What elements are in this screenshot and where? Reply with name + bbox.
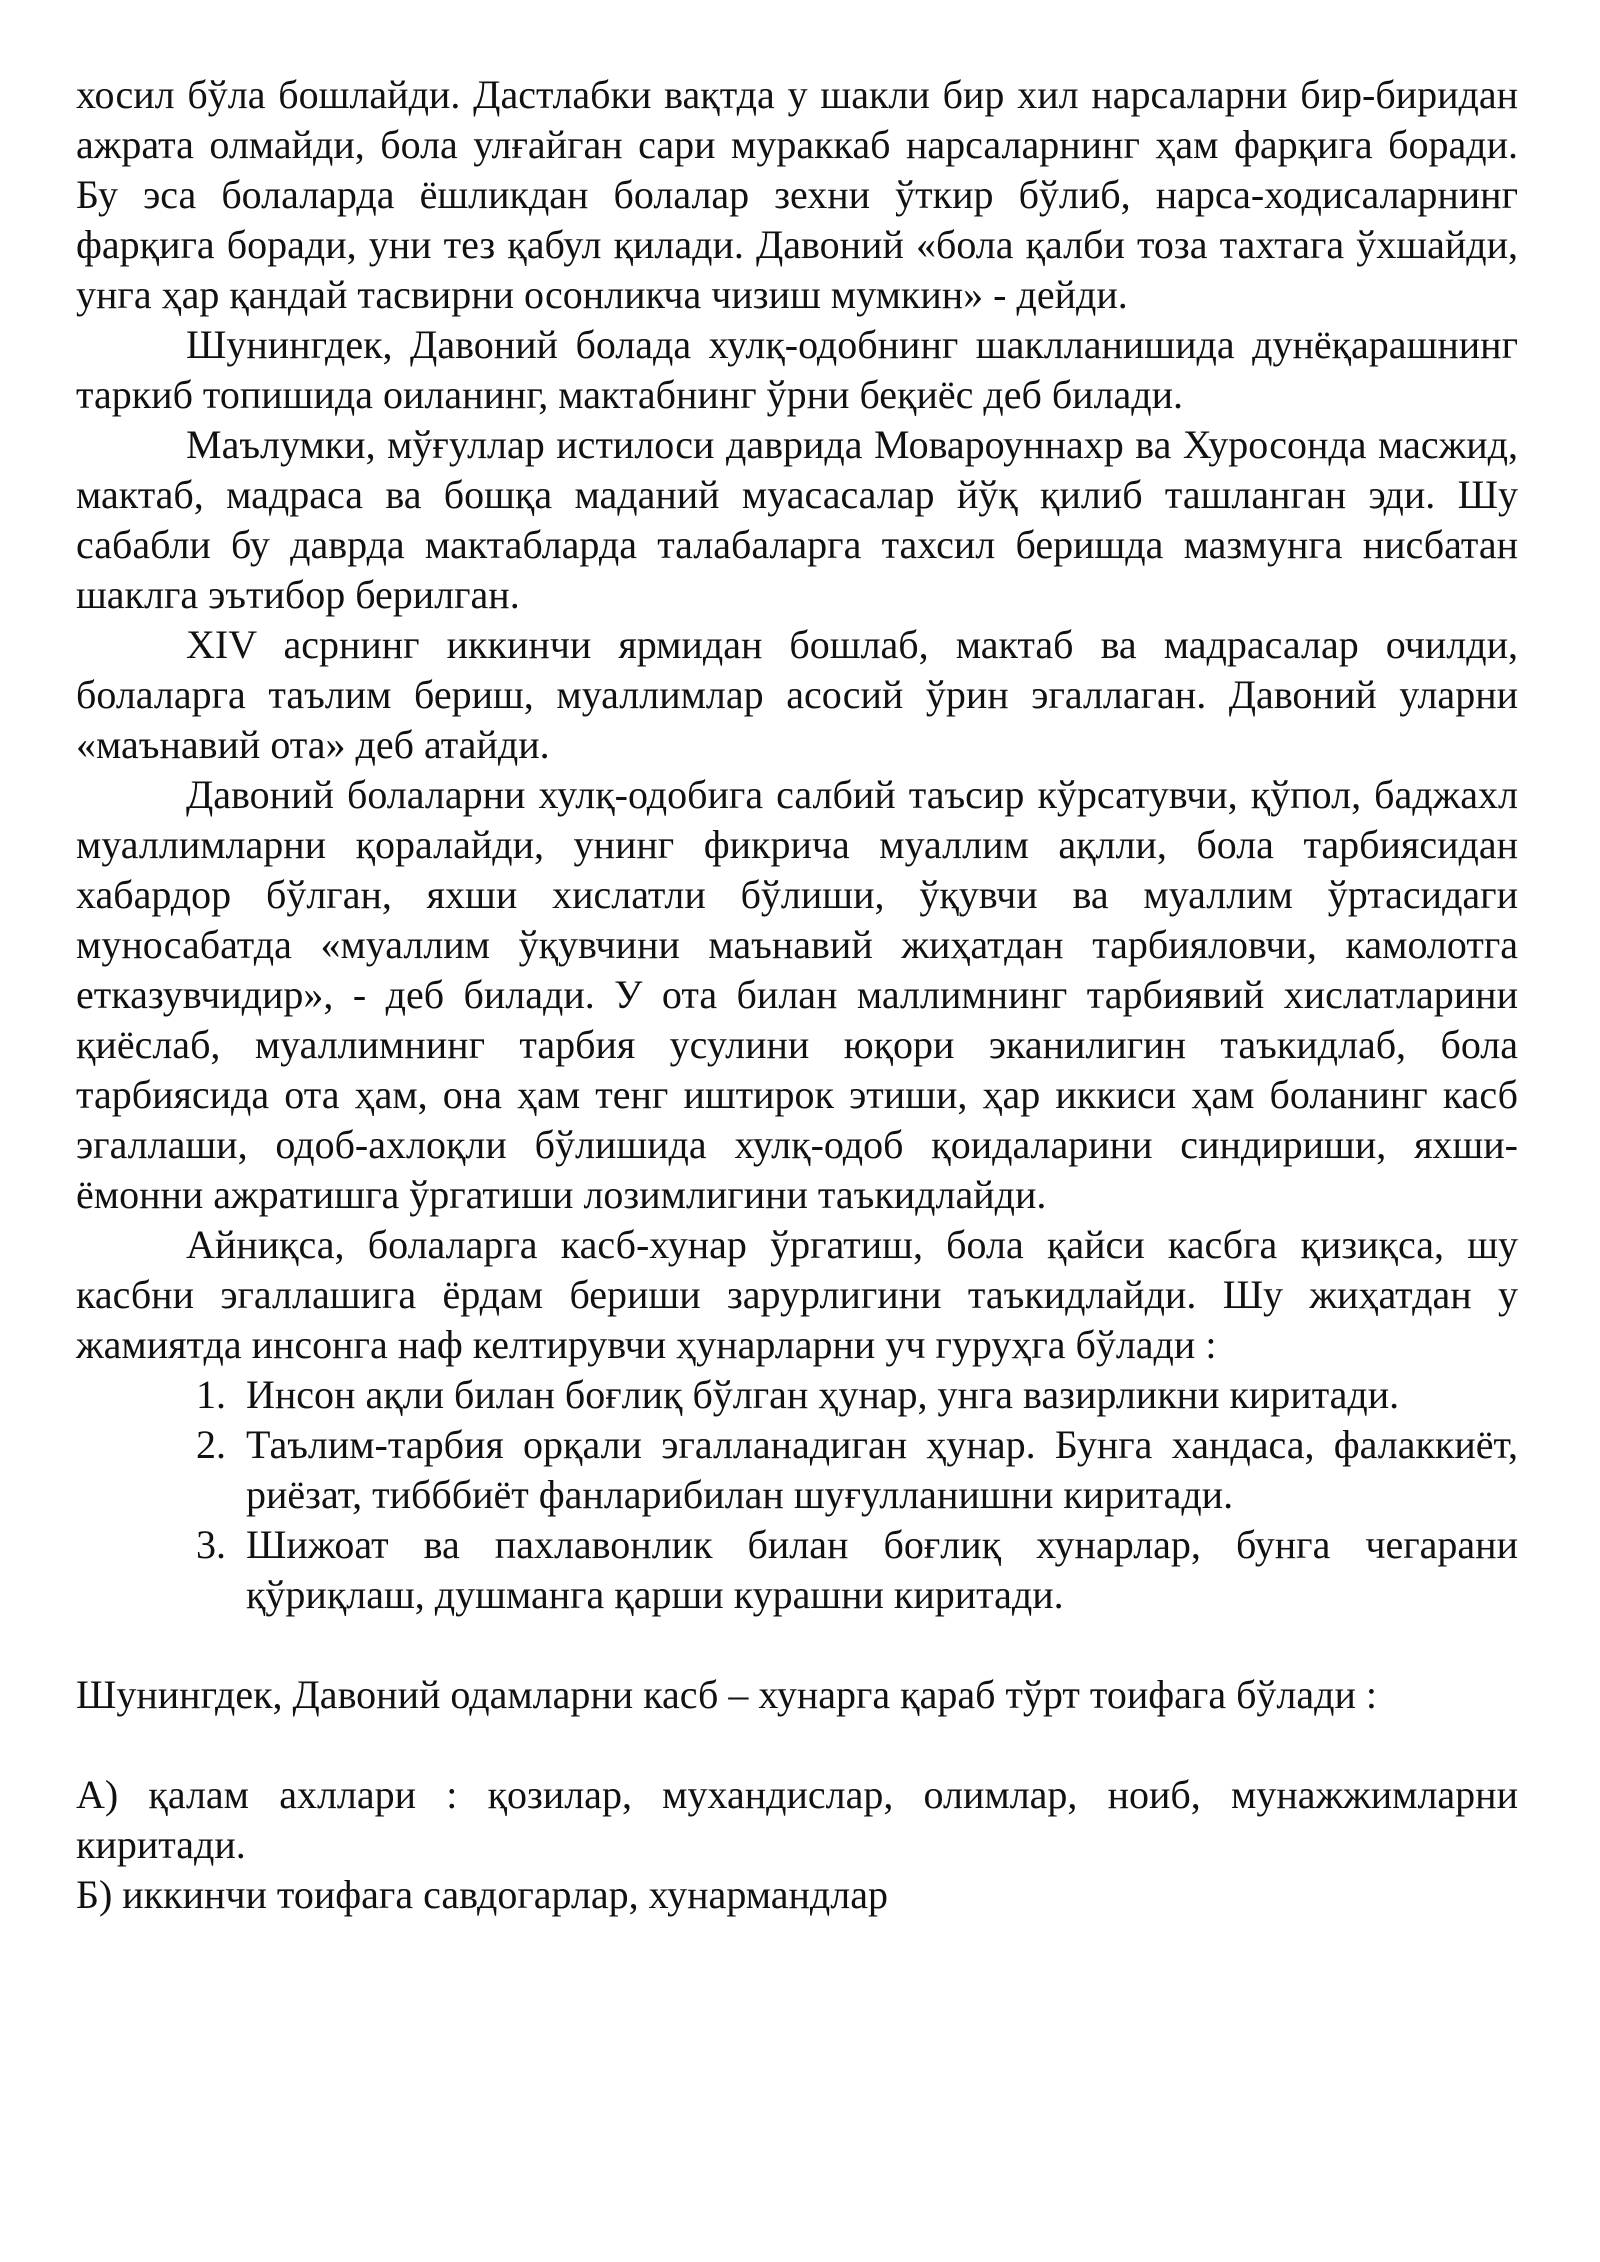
- list-number: 2.: [196, 1422, 226, 1467]
- paragraph: Шунингдек, Давоний болада хулқ-одобнинг шаклланишида дунёқарашнинг таркиб топишида оиланинг, мактабнинг ўрни беқиёс деб билади.: [76, 322, 1518, 417]
- paragraph: Маълумки, мўғуллар истилоси даврида Мовароуннахр ва Хуросонда масжид, мактаб, мадраса ва бошқа маданий муасасалар йўқ қилиб ташланган эди. Шу сабабли бу даврда мактабларда талабаларга тахсил беришда мазмунга нисбатан шаклга эътибор берилган.: [76, 422, 1518, 617]
- document-page: [76, 70, 1518, 1920]
- paragraph: хосил бўла бошлайди. Дастлабки вақтда у шакли бир хил нарсаларни бир-биридан ажрата олмайди, бола улғайган сари мураккаб нарсаларнинг ҳам фарқига боради. Бу эса болаларда ёшликдан болалар зехни ўткир бўлиб, нарса-ходисаларнинг фарқига боради, уни тез қабул қилади. Давоний «бола қалби тоза тахтага ўхшайди, унга ҳар қандай тасвирни осонликча чизиш мумкин» - дейди.: [76, 72, 1518, 317]
- paragraph: Айниқса, болаларга касб-хунар ўргатиш, бола қайси касбга қизиқса, шу касбни эгаллашига ёрдам бериши зарурлигини таъкидлайди. Шу жиҳатдан у жамиятда инсонга наф келтирувчи ҳунарларни уч гуруҳга бўлади :: [76, 1222, 1518, 1367]
- list-item-text: Инсон ақли билан боғлиқ бўлган ҳунар, унга вазирликни киритади.: [246, 1372, 1400, 1417]
- list-item: [196, 1420, 1518, 1520]
- blank-line: [76, 1720, 1518, 1770]
- blank-line: [76, 1620, 1518, 1670]
- list-item-text: Шижоат ва пахлавонлик билан боғлиқ хунарлар, бунга чегарани қўриқлаш, душманга қарши курашни киритади.: [246, 1522, 1518, 1617]
- closing-paragraph: Б) иккинчи тоифага савдогарлар, хунармандлар: [76, 1872, 888, 1917]
- numbered-list: [76, 1370, 1518, 1620]
- list-number: 1.: [196, 1372, 226, 1417]
- list-number: 3.: [196, 1522, 226, 1567]
- closing-paragraph: А) қалам ахллари : қозилар, мухандислар, олимлар, ноиб, мунажжимларни киритади.: [76, 1772, 1518, 1867]
- paragraph: Давоний болаларни хулқ-одобига салбий таъсир кўрсатувчи, қўпол, баджахл муаллимларни қоралайди, унинг фикрича муаллим ақлли, бола тарбиясидан хабардор бўлган, яхши хислатли бўлиши, ўқувчи ва муаллим ўртасидаги муносабатда «муаллим ўқувчини маънавий жиҳатдан тарбияловчи, камолотга етказувчидир», - деб билади. У ота билан маллимнинг тарбиявий хислатларини қиёслаб, муаллимнинг тарбия усулини юқори эканилигин таъкидлаб, бола тарбиясида ота ҳам, она ҳам тенг иштирок этиши, ҳар иккиси ҳам боланинг касб эгаллаши, одоб-ахлоқли бўлишида хулқ-одоб қоидаларини синдириши, яхши-ёмонни ажратишга ўргатиши лозимлигини таъкидлайди.: [76, 772, 1518, 1217]
- list-item-text: Таълим-тарбия орқали эгалланадиган ҳунар. Бунга хандаса, фалаккиёт, риёзат, тибббиёт фанларибилан шуғулланишни киритади.: [246, 1422, 1518, 1517]
- list-item: [196, 1370, 1518, 1420]
- list-item: [196, 1520, 1518, 1620]
- paragraph: XIV асрнинг иккинчи ярмидан бошлаб, мактаб ва мадрасалар очилди, болаларга таълим бериш, муаллимлар асосий ўрин эгаллаган. Давоний уларни «маънавий ота» деб атайди.: [76, 622, 1518, 767]
- closing-paragraph: Шунингдек, Давоний одамларни касб – хунарга қараб тўрт тоифага бўлади :: [76, 1672, 1378, 1717]
